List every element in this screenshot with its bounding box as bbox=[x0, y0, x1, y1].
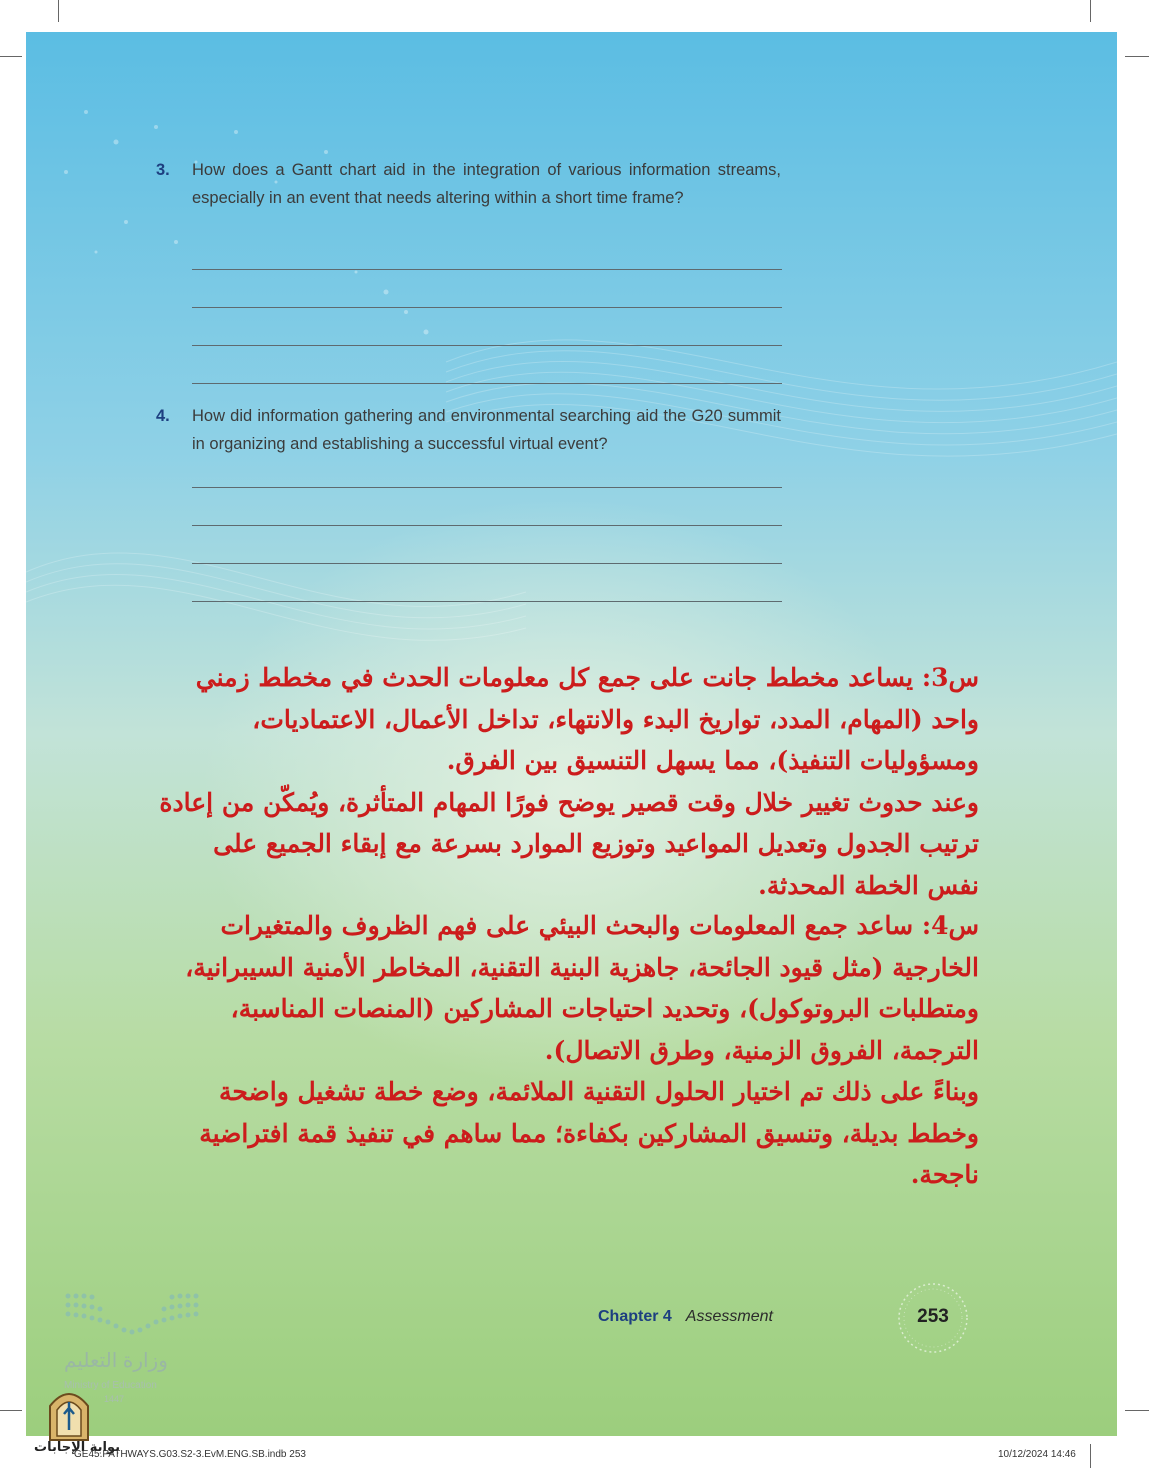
crop-mark bbox=[1090, 0, 1091, 22]
print-slug-datetime: 10/12/2024 14:46 bbox=[998, 1449, 1076, 1460]
ministry-name-arabic: وزارة التعليم bbox=[64, 1350, 168, 1372]
answer-3-arabic bbox=[159, 657, 979, 906]
ministry-name-english: Ministry of Education bbox=[64, 1380, 157, 1391]
watermark-text: بوابة الإجابات bbox=[34, 1440, 120, 1455]
crop-mark bbox=[0, 56, 22, 57]
chapter-label: Chapter 4 bbox=[598, 1308, 672, 1325]
crop-mark bbox=[58, 0, 59, 22]
answer-line[interactable] bbox=[192, 383, 782, 384]
crop-mark bbox=[1090, 1444, 1091, 1468]
crop-mark bbox=[1125, 56, 1149, 57]
answer-line[interactable] bbox=[192, 345, 782, 346]
answer-line[interactable] bbox=[192, 307, 782, 308]
answer-line[interactable] bbox=[192, 563, 782, 564]
watermark-logo-icon bbox=[46, 1386, 92, 1442]
textbook-page bbox=[26, 32, 1117, 1436]
answer-4-arabic bbox=[159, 905, 979, 1196]
answer-paragraph: وبناءً على ذلك تم اختيار الحلول التقنية الملائمة، وضع خطة تشغيل واضحة وخطط بديلة، وتنسيق المشاركين بكفاءة؛ مما ساهم في تنفيذ قمة افتراضية ناجحة. bbox=[199, 1077, 979, 1189]
crop-mark bbox=[1125, 1410, 1149, 1411]
answer-line[interactable] bbox=[192, 525, 782, 526]
question-number: 3. bbox=[156, 161, 170, 179]
question-3 bbox=[156, 157, 781, 212]
answer-paragraph: وعند حدوث تغيير خلال وقت قصير يوضح فورًا المهام المتأثرة، ويُمكّن من إعادة ترتيب الجدول وتعديل المواعيد وتوزيع الموارد بسرعة مع إبقاء الجميع على نفس الخطة المحدثة. bbox=[159, 787, 979, 900]
section-label: Assessment bbox=[685, 1308, 773, 1325]
answer-line[interactable] bbox=[192, 601, 782, 602]
ministry-year: 1447 bbox=[104, 1394, 125, 1404]
answer-line[interactable] bbox=[192, 487, 782, 488]
question-number: 4. bbox=[156, 407, 170, 425]
answer-paragraph: س4: ساعد جمع المعلومات والبحث البيئي على فهم الظروف والمتغيرات الخارجية (مثل قيود الجائحة، جاهزية البنية التقنية، المخاطر الأمنية السيبرانية، ومتطلبات البروتوكول)، وتحديد احتياجات المشاركين (المنصات المناسبة، الترجمة، الفروق الزمنية، وطرق الاتصال). bbox=[185, 911, 979, 1065]
print-slug-file: GE45.PATHWAYS.G03.S2-3.EvM.ENG.SB.indb 253 bbox=[74, 1449, 306, 1460]
question-4 bbox=[156, 403, 781, 458]
crop-mark bbox=[0, 1410, 22, 1411]
answer-paragraph: س3: يساعد مخطط جانت على جمع كل معلومات الحدث في مخطط زمني واحد (المهام، المدد، تواريخ البدء والانتهاء، تداخل الأعمال، الاعتماديات، ومسؤوليات التنفيذ)، مما يسهل التنسيق بين الفرق. bbox=[195, 663, 979, 775]
chapter-footer bbox=[598, 1308, 773, 1326]
page-number: 253 bbox=[917, 1306, 949, 1327]
answer-line[interactable] bbox=[192, 269, 782, 270]
question-text: How did information gathering and environmental searching aid the G20 summit in organizing and establishing a successful virtual event? bbox=[192, 407, 781, 453]
question-text: How does a Gantt chart aid in the integration of various information streams, especially in an event that needs altering within a short time frame? bbox=[192, 161, 781, 207]
